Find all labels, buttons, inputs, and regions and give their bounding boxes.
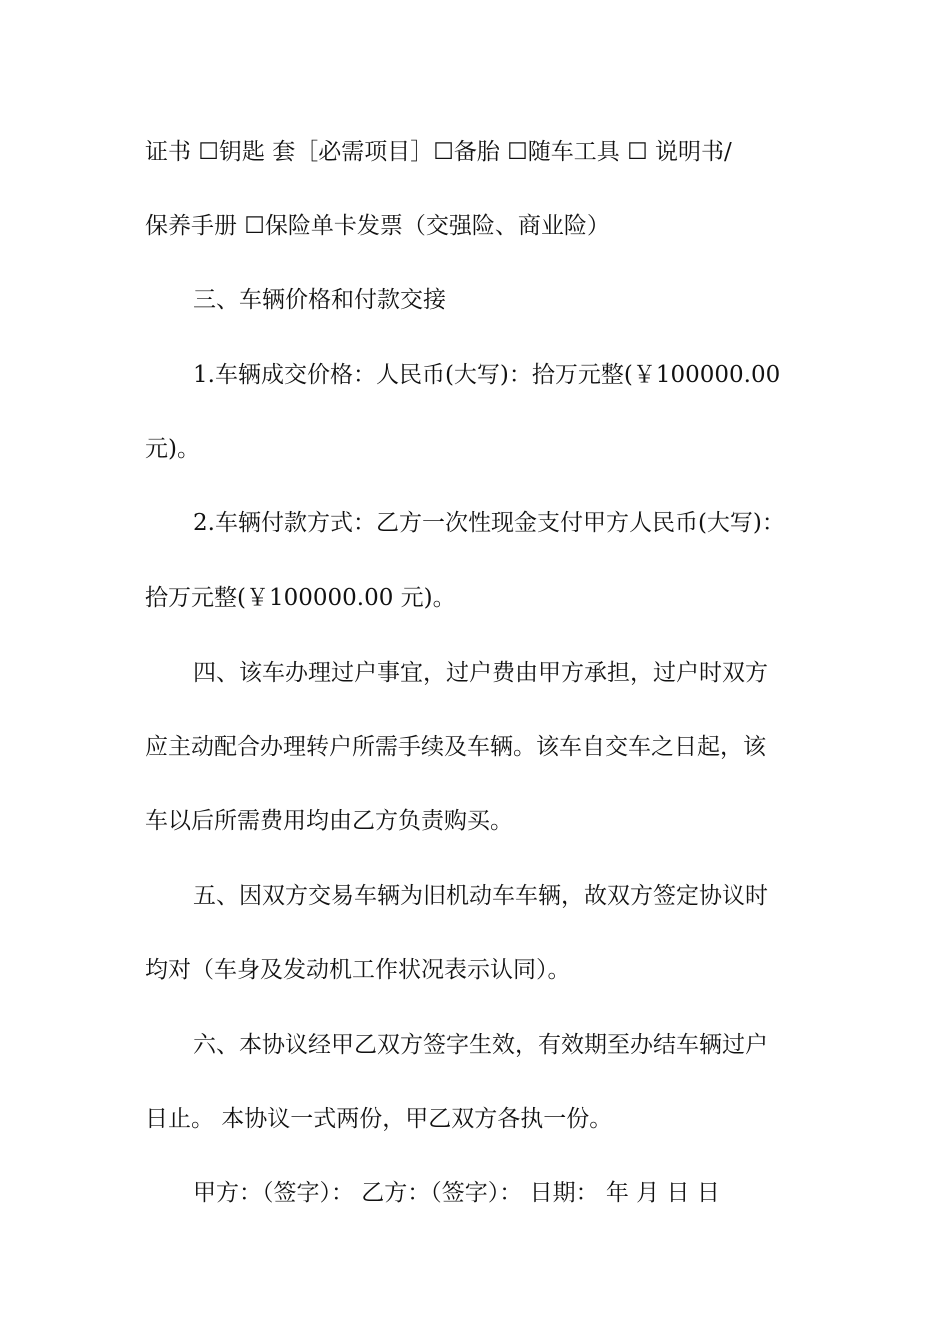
text-line-price-2: 元)。 <box>145 436 200 462</box>
text-line-validity-1: 六、本协议经甲乙双方签字生效，有效期至办结车辆过户 <box>193 1032 768 1058</box>
text-line-condition-1: 五、因双方交易车辆为旧机动车车辆，故双方签定协议时 <box>193 883 768 909</box>
section-heading-price: 三、车辆价格和付款交接 <box>193 287 446 313</box>
text-line-payment-1: 2.车辆付款方式：乙方一次性现金支付甲方人民币(大写)： <box>193 510 785 536</box>
signature-line: 甲方：（签字）： 乙方：（签字）： 日期： 年 月 日 日 <box>193 1180 720 1206</box>
text-line-price-1: 1.车辆成交价格：人民币(大写)：拾万元整(￥100000.00 <box>193 362 781 388</box>
text-line-transfer-3: 车以后所需费用均由乙方负责购买。 <box>145 808 513 834</box>
text-line-payment-2: 拾万元整(￥100000.00 元)。 <box>145 585 456 611</box>
text-line-items-2: 保养手册 ☐保险单卡发票（交强险、商业险） <box>145 213 610 239</box>
text-line-validity-2: 日止。 本协议一式两份，甲乙双方各执一份。 <box>145 1106 613 1132</box>
text-line-condition-2: 均对（车身及发动机工作状况表示认同）。 <box>145 957 571 983</box>
text-line-transfer-1: 四、该车办理过户事宜，过户费由甲方承担，过户时双方 <box>193 660 768 686</box>
text-line-transfer-2: 应主动配合办理转户所需手续及车辆。该车自交车之日起，该 <box>145 734 766 760</box>
text-line-items-1: 证书 ☐钥匙 套［必需项目］☐备胎 ☐随车工具 ☐ 说明书/ <box>145 139 732 165</box>
